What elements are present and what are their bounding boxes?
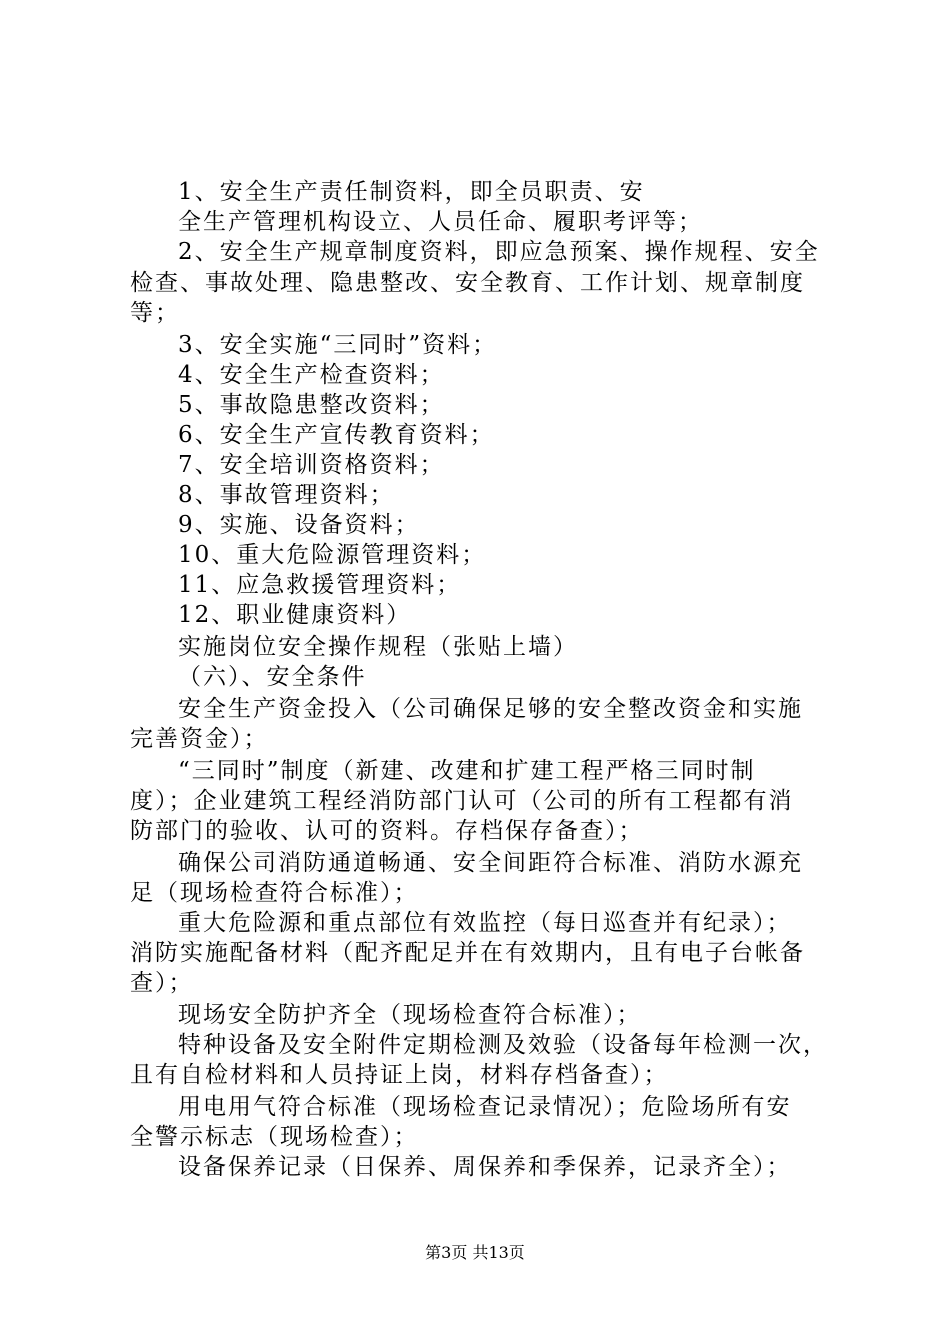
text-line: “三同时”制度（新建、改建和扩建工程严格三同时制	[178, 758, 756, 784]
text-line: 防部门的验收、认可的资料。存档保存备查）；	[130, 818, 644, 844]
text-line: 重大危险源和重点部位有效监控（每日巡查并有纪录）；	[178, 910, 792, 936]
text-line: 消防实施配备材料（配齐配足并在有效期内，且有电子台帐备	[130, 940, 805, 966]
text-line: 度）；企业建筑工程经消防部门认可（公司的所有工程都有消	[130, 788, 794, 814]
text-line: 4、安全生产检查资料；	[178, 362, 445, 388]
text-line: 足（现场检查符合标准）；	[130, 880, 419, 906]
text-line: 1、安全生产责任制资料，即全员职责、安	[178, 179, 645, 205]
text-line: 安全生产资金投入（公司确保足够的安全整改资金和实施	[178, 696, 803, 722]
text-line: 6、安全生产宣传教育资料；	[178, 422, 495, 448]
section-heading: （六）、安全条件	[178, 664, 367, 690]
text-line: 设备保养记录（日保养、周保养和季保养，记录齐全）；	[178, 1154, 792, 1180]
text-line: 且有自检材料和人员持证上岗，材料存档备查）；	[130, 1062, 669, 1088]
text-line: 全警示标志（现场检查）；	[130, 1124, 419, 1150]
text-line: 确保公司消防通道畅通、安全间距符合标准、消防水源充	[178, 850, 803, 876]
text-line: 用电用气符合标准（现场检查记录情况）；危险场所有安	[178, 1094, 792, 1120]
text-line: 7、安全培训资格资料；	[178, 452, 445, 478]
text-line: 12、职业健康资料）	[178, 602, 412, 628]
text-line: 全生产管理机构设立、人员任命、履职考评等；	[178, 209, 703, 235]
text-line: 查）；	[130, 970, 194, 996]
text-line: 8、事故管理资料；	[178, 482, 395, 508]
page-footer: 第3页 共13页	[425, 1243, 525, 1262]
text-line: 现场安全防护齐全（现场检查符合标准）；	[178, 1002, 642, 1028]
text-line: 2、安全生产规章制度资料，即应急预案、操作规程、安全	[178, 239, 820, 265]
text-line: 9、实施、设备资料；	[178, 512, 420, 538]
text-line: 10、重大危险源管理资料；	[178, 542, 487, 568]
text-line: 11、应急救援管理资料；	[178, 572, 462, 598]
text-line: 特种设备及安全附件定期检测及效验（设备每年检测一次，	[178, 1032, 828, 1058]
text-line: 实施岗位安全操作规程（张贴上墙）	[178, 634, 578, 660]
text-line: 检查、事故处理、隐患整改、安全教育、工作计划、规章制度	[130, 270, 805, 296]
text-line: 3、安全实施“三同时”资料；	[178, 332, 498, 358]
text-line: 完善资金）；	[130, 726, 269, 752]
text-line: 等；	[130, 300, 180, 326]
text-line: 5、事故隐患整改资料；	[178, 392, 445, 418]
